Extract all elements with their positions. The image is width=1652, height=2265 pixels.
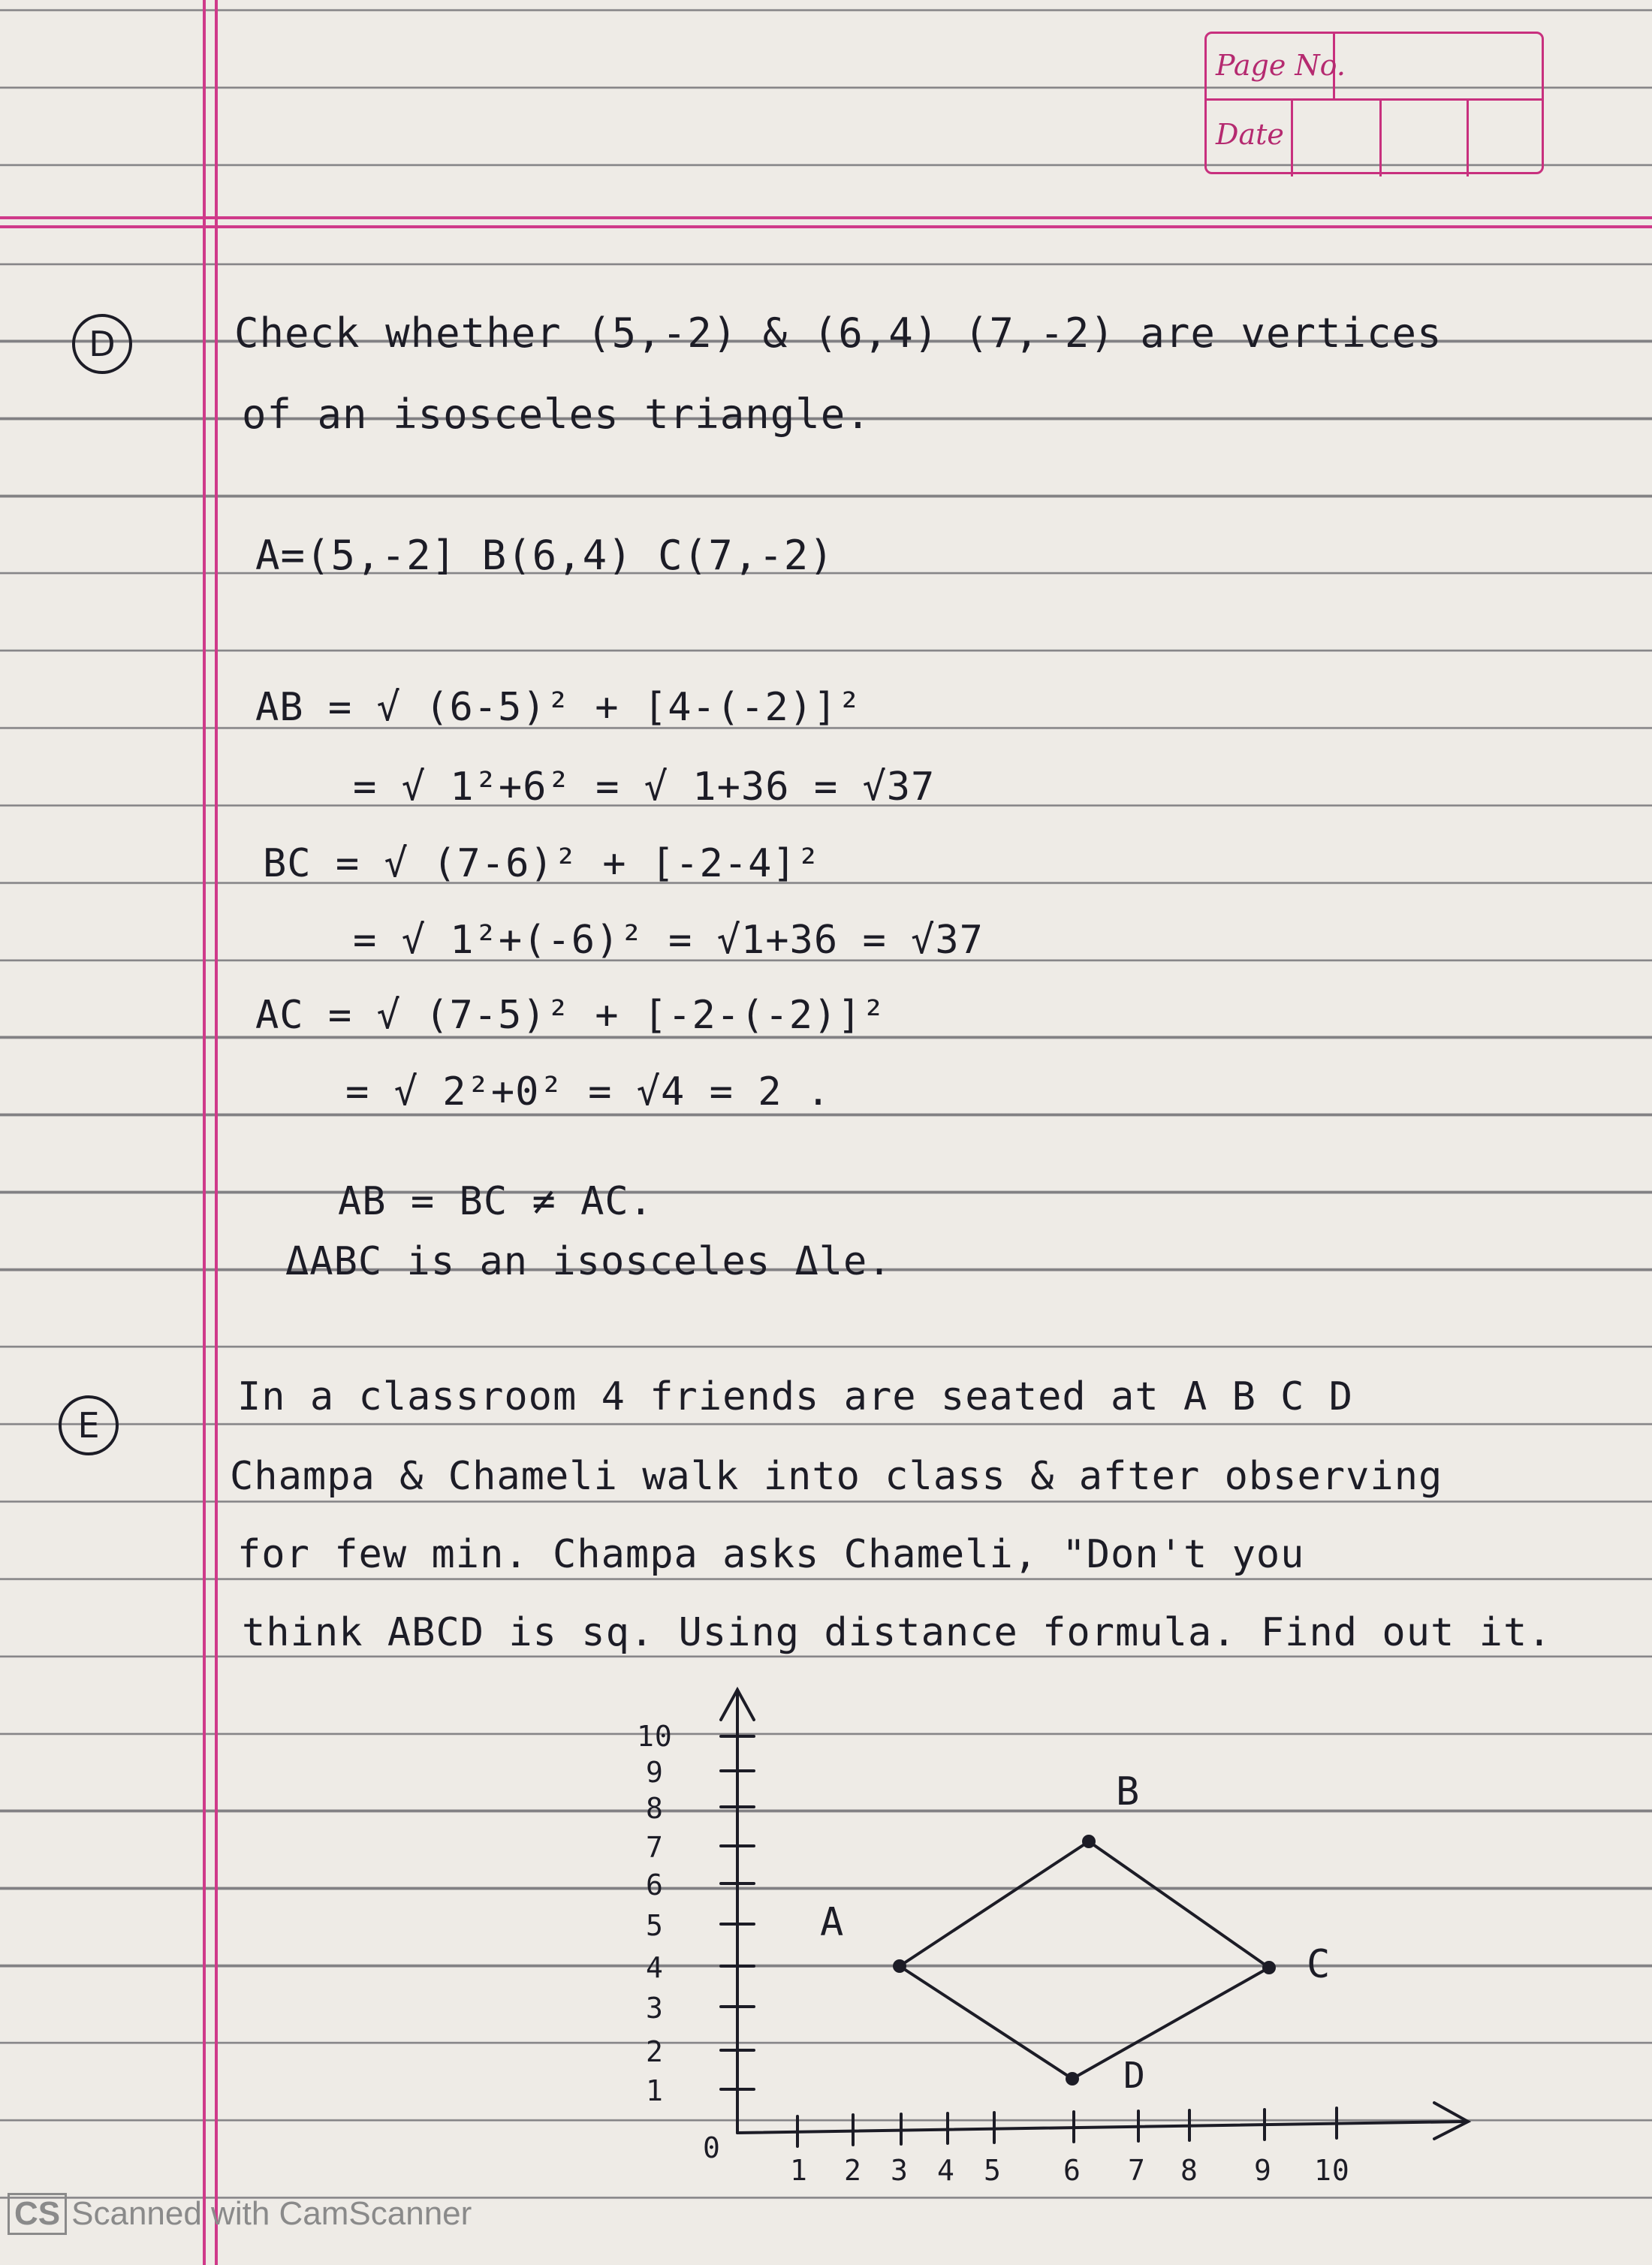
point-c bbox=[1262, 1961, 1276, 1974]
question-e-line4: think ABCD is sq. Using distance formula. Find out it. bbox=[242, 1610, 1552, 1655]
y-tick-label-4: 4 bbox=[646, 1951, 664, 1984]
points-line: A=(5,-2] B(6,4) C(7,-2) bbox=[255, 532, 834, 579]
point-label-d: D bbox=[1123, 2055, 1146, 2097]
question-d-line1: Check whether (5,-2) & (6,4) (7,-2) are vertices bbox=[234, 309, 1442, 357]
ac-formula: AC = √ (7-5)² + [-2-(-2)]² bbox=[255, 993, 886, 1038]
x-tick-label-7: 7 bbox=[1128, 2154, 1146, 2187]
ab-formula: AB = √ (6-5)² + [4-(-2)]² bbox=[255, 685, 862, 730]
x-tick-label-4: 4 bbox=[937, 2154, 955, 2187]
origin-label: 0 bbox=[703, 2131, 721, 2164]
page-no-label: Page No. bbox=[1216, 49, 1346, 82]
y-tick-label-9: 9 bbox=[646, 1756, 664, 1789]
camscanner-logo: CS bbox=[8, 2193, 67, 2235]
question-e-line3: for few min. Champa asks Chameli, "Don't you bbox=[237, 1532, 1305, 1577]
bc-formula: BC = √ (7-6)² + [-2-4]² bbox=[263, 841, 821, 886]
point-label-b: B bbox=[1116, 1769, 1141, 1814]
camscanner-watermark bbox=[8, 2193, 472, 2235]
y-tick-label-5: 5 bbox=[646, 1909, 664, 1942]
y-tick-label-1: 1 bbox=[646, 2074, 664, 2107]
camscanner-text: Scanned with CamScanner bbox=[71, 2195, 472, 2232]
x-tick-label-3: 3 bbox=[891, 2154, 909, 2187]
question-e-line2: Champa & Chameli walk into class & after observing bbox=[230, 1454, 1443, 1499]
quadrilateral-abcd bbox=[900, 1841, 1269, 2079]
y-tick-label-3: 3 bbox=[646, 1992, 664, 2025]
conclusion-line: ΔABC is an isosceles Δle. bbox=[285, 1239, 892, 1284]
question-d-line2: of an isosceles triangle. bbox=[242, 391, 871, 438]
point-d bbox=[1066, 2072, 1079, 2086]
question-d-number: D bbox=[72, 314, 132, 374]
y-tick-label-2: 2 bbox=[646, 2035, 664, 2068]
x-tick-label-5: 5 bbox=[984, 2154, 1002, 2187]
question-e-line1: In a classroom 4 friends are seated at A B C D bbox=[237, 1374, 1354, 1419]
y-tick-label-8: 8 bbox=[646, 1792, 664, 1825]
x-tick-label-8: 8 bbox=[1180, 2154, 1198, 2187]
date-label: Date bbox=[1216, 118, 1284, 151]
x-tick-label-9: 9 bbox=[1254, 2154, 1272, 2187]
ab-result: = √ 1²+6² = √ 1+36 = √37 bbox=[353, 765, 936, 810]
comparison-line: AB = BC ≠ AC. bbox=[338, 1179, 653, 1224]
bc-result: = √ 1²+(-6)² = √1+36 = √37 bbox=[353, 918, 984, 963]
x-tick-label-2: 2 bbox=[844, 2154, 862, 2187]
question-e-number: E bbox=[59, 1395, 119, 1455]
point-label-a: A bbox=[820, 1900, 845, 1945]
x-tick-label-10: 10 bbox=[1314, 2154, 1350, 2187]
y-tick-label-7: 7 bbox=[646, 1831, 664, 1864]
x-tick-label-1: 1 bbox=[790, 2154, 808, 2187]
point-a bbox=[893, 1959, 906, 1973]
point-label-c: C bbox=[1307, 1942, 1331, 1987]
point-b bbox=[1082, 1835, 1096, 1848]
y-tick-label-6: 6 bbox=[646, 1868, 664, 1902]
y-tick-label-10: 10 bbox=[637, 1720, 673, 1753]
x-axis bbox=[737, 2122, 1464, 2133]
ac-result: = √ 2²+0² = √4 = 2 . bbox=[345, 1069, 831, 1114]
x-tick-label-6: 6 bbox=[1063, 2154, 1081, 2187]
